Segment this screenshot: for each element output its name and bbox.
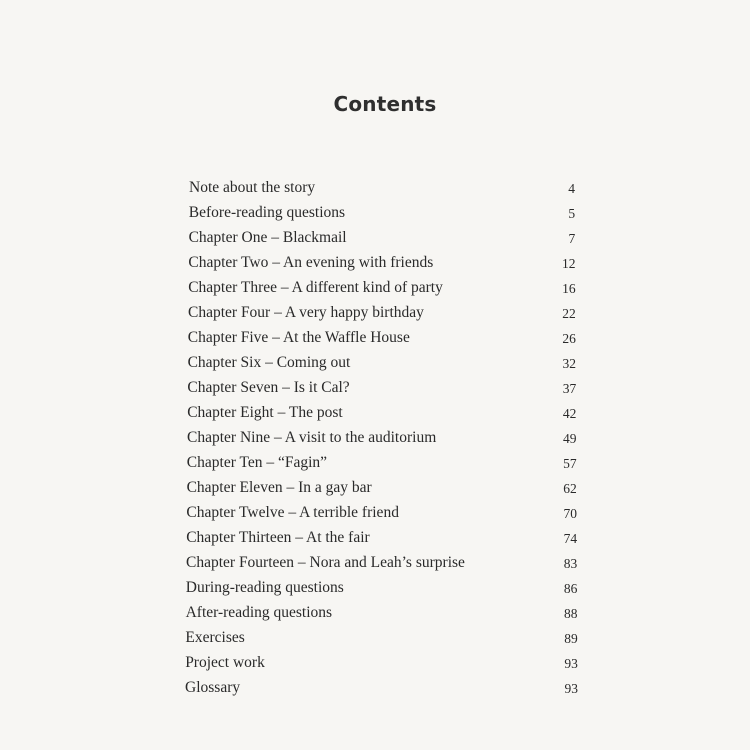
- toc-entry-label: Chapter Six – Coming out: [187, 354, 351, 371]
- toc-entry-page: 62: [563, 481, 577, 496]
- toc-entry-page: 83: [563, 556, 578, 571]
- toc-entry: [0, 300, 750, 325]
- toc-entry-page: 57: [563, 456, 577, 471]
- toc-entry-page: 89: [564, 631, 578, 646]
- toc-entry-label: Chapter Nine – A visit to the auditorium: [187, 429, 437, 446]
- toc-entry: [0, 475, 750, 500]
- toc-entry-label: Chapter Five – At the Waffle House: [187, 329, 410, 346]
- toc-entry-label: Chapter Two – An evening with friends: [188, 254, 434, 271]
- toc-entry-page: 22: [562, 306, 576, 321]
- toc-entry: [0, 650, 750, 675]
- toc-entry-label: Chapter Ten – “Fagin”: [186, 454, 328, 471]
- toc-entry: [0, 600, 750, 625]
- toc-entry: [0, 500, 750, 525]
- toc-entry-page: 88: [564, 606, 578, 621]
- toc-entry-label: Project work: [185, 654, 265, 671]
- toc-entry-label: Note about the story: [189, 179, 316, 196]
- toc-entry-page: 86: [563, 581, 578, 596]
- toc-entry: [0, 350, 750, 375]
- toc-entry-page: 93: [564, 656, 578, 671]
- toc-entry-page: 70: [563, 506, 577, 521]
- toc-entry: [0, 400, 750, 425]
- toc-entry-page: 7: [568, 231, 576, 246]
- toc-entry-label: Chapter Fourteen – Nora and Leah’s surprise: [186, 554, 465, 571]
- toc-entry-label: Exercises: [185, 629, 245, 646]
- toc-entry-label: Chapter Eight – The post: [187, 404, 343, 421]
- toc-entry-page: 49: [563, 431, 577, 446]
- toc-entry-label: Chapter Three – A different kind of party: [188, 279, 443, 296]
- table-of-contents: [0, 175, 750, 700]
- toc-entry-label: Chapter Seven – Is it Cal?: [187, 379, 350, 396]
- toc-entry: [0, 250, 750, 275]
- toc-entry: [0, 450, 750, 475]
- toc-entry-page: 37: [562, 381, 577, 396]
- toc-entry-page: 32: [562, 356, 577, 371]
- toc-entry-label: Chapter Twelve – A terrible friend: [186, 504, 399, 521]
- toc-entry-label: Chapter Four – A very happy birthday: [188, 304, 424, 321]
- page-title: Contents: [333, 92, 437, 116]
- toc-entry-label: Glossary: [185, 679, 241, 696]
- toc-entry: [0, 525, 750, 550]
- toc-entry: [0, 425, 750, 450]
- toc-entry-label: Before-reading questions: [188, 204, 346, 221]
- toc-entry-page: 16: [562, 281, 576, 296]
- toc-entry: [0, 200, 750, 225]
- toc-entry-page: 42: [562, 406, 577, 421]
- toc-entry: [0, 575, 750, 600]
- toc-entry-label: During-reading questions: [185, 579, 344, 596]
- toc-entry: [0, 675, 750, 700]
- toc-entry-label: After-reading questions: [185, 604, 333, 621]
- toc-entry-page: 4: [568, 181, 575, 196]
- toc-entry: [0, 225, 750, 250]
- toc-entry: [0, 625, 750, 650]
- toc-entry-label: Chapter Thirteen – At the fair: [186, 529, 370, 546]
- toc-entry: [0, 325, 750, 350]
- toc-entry-page: 93: [564, 681, 578, 696]
- toc-entry-page: 26: [562, 331, 576, 346]
- toc-entry-page: 74: [563, 531, 578, 546]
- toc-entry: [0, 550, 750, 575]
- toc-entry-page: 5: [568, 206, 576, 221]
- toc-entry-page: 12: [561, 256, 576, 271]
- toc-entry: [0, 175, 750, 200]
- toc-entry-label: Chapter One – Blackmail: [188, 229, 347, 246]
- toc-entry: [0, 375, 750, 400]
- toc-entry-label: Chapter Eleven – In a gay bar: [186, 479, 372, 496]
- toc-entry: [0, 275, 750, 300]
